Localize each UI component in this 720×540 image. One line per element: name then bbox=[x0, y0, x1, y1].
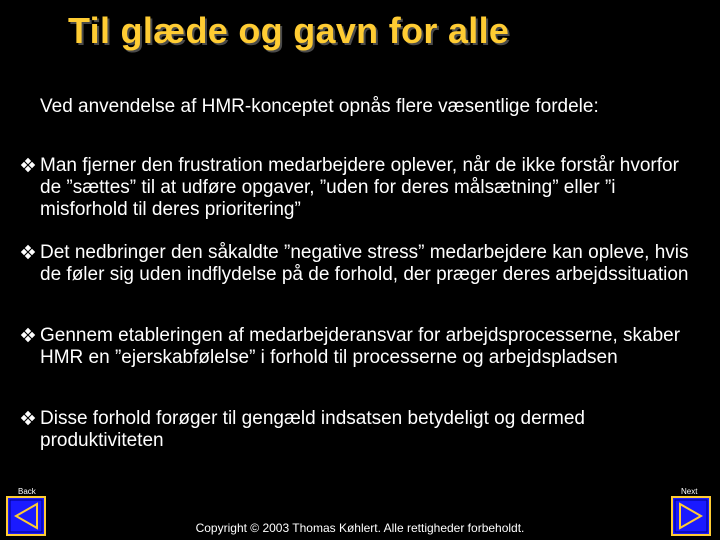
bullet-text: Disse forhold forøger til gengæld indsatsen betydeligt og dermed produktiviteten bbox=[40, 408, 585, 451]
diamond-bullet-icon bbox=[20, 157, 36, 173]
diamond-bullet-icon bbox=[20, 410, 36, 426]
bullet-text: Gennem etableringen af medarbejderansvar for arbejdsprocesserne, skaber HMR en ”ejerskabfølelse” i forhold til processerne og arbejdspladsen bbox=[40, 325, 681, 368]
diamond-bullet-icon bbox=[20, 327, 36, 343]
intro-text: Ved anvendelse af HMR-konceptet opnås flere væsentlige fordele: bbox=[40, 96, 599, 117]
bullet-text: Det nedbringer den såkaldte ”negative stress” medarbejdere kan opleve, hvis de føler sig uden indflydelse på de forhold, der præger deres arbejdssituation bbox=[40, 242, 689, 285]
copyright-footer: Copyright © 2003 Thomas Køhlert. Alle rettigheder forbeholdt. bbox=[195, 521, 525, 535]
slide-title: Til glæde og gavn for alle bbox=[68, 10, 510, 51]
back-label: Back bbox=[18, 487, 36, 496]
next-label: Next bbox=[681, 487, 698, 496]
diamond-bullet-icon bbox=[20, 244, 36, 260]
bullet-text: Man fjerner den frustration medarbejdere oplever, når de ikke forstår hvorfor de ”sættes” til at udføre opgaver, ”uden for deres målsætning” eller ”i misforhold til deres prioritering” bbox=[40, 155, 679, 220]
